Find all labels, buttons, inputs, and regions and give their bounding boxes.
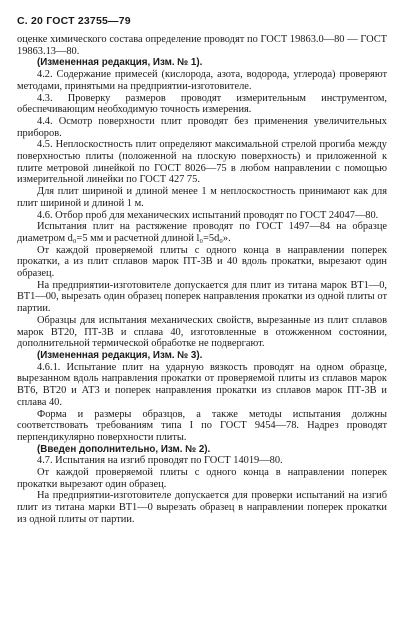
document-paragraph: 4.4. Осмотр поверхности плит проводят без применения увеличительных приборов.: [17, 115, 387, 139]
document-paragraph: Образцы для испытания механических свойств, вырезанные из плит сплавов марок ВТ20, ПТ-3В и сплава 40, изготовленные в отожженном состоянии, дополнительной термической обработке не подвергают.: [17, 314, 387, 350]
amendment-note: (Измененная редакция, Изм. № 1).: [37, 57, 203, 69]
document-paragraph: оценке химического состава определение проводят по ГОСТ 19863.0—80 — ГОСТ 19863.13—80.: [17, 34, 387, 57]
document-paragraph: Испытания плит на растяжение проводят по ГОСТ 1497—84 на образце диаметром d₀=5 мм и расчетной длиной l₀=5d₀».: [17, 221, 387, 244]
document-body: [17, 34, 387, 526]
document-paragraph: 4.6. Отбор проб для механических испытаний проводят по ГОСТ 24047—80.: [37, 209, 379, 221]
document-paragraph: От каждой проверяемой плиты с одного конца в направлении поперек прокатки вырезают один образец.: [17, 467, 387, 490]
document-paragraph: На предприятии-изготовителе допускается для проверки испытаний на изгиб плит из титана марки ВТ1—0 вырезать образец в направлении поперек прокатки из одной плиты от партии.: [17, 490, 387, 525]
document-paragraph: 4.6.1. Испытание плит на ударную вязкость проводят на одном образце, вырезанном вдоль направления прокатки от проверяемой плиты из сплавов марок ВТ6, ВТ20 и АТ3 и поперек направления прокатки из сплавов марок ПТ-3В и сплава 40.: [17, 361, 387, 408]
document-paragraph: От каждой проверяемой плиты с одного конца в направлении поперек прокатки, а из плит сплавов марок ПТ-3В и 40 вдоль прокатки, вырезают один образец.: [17, 244, 387, 280]
document-paragraph: 4.5. Неплоскостность плит определяют максимальной стрелой прогиба между поверхностью плиты (положенной на плоскую поверхность) и приложенной к плите метровой линейкой по ГОСТ 8026—75 в любом направлении с помощью измерительной линейки по ГОСТ 427 75.: [17, 139, 387, 186]
amendment-note: (Введен дополнительно, Изм. № 2).: [37, 443, 211, 455]
document-paragraph: 4.3. Проверку размеров проводят измерительным инструментом, обеспечивающим необходимую точность измерения.: [17, 92, 387, 116]
document-paragraph: 4.7. Испытания на изгиб проводят по ГОСТ 14019—80.: [37, 455, 283, 467]
page-header: С. 20 ГОСТ 23755—79: [17, 15, 131, 27]
document-paragraph: Для плит шириной и длиной менее 1 м неплоскостность принимают как для плит шириной и длиной 1 м.: [17, 186, 387, 209]
document-paragraph: 4.2. Содержание примесей (кислорода, азота, водорода, углерода) проверяют методами, принятыми на предприятии-изготовителе.: [17, 69, 387, 92]
document-paragraph: Форма и размеры образцов, а также методы испытания должны соответствовать требованиям типа I по ГОСТ 9454—78. Надрез проводят перпендикулярно поверхности плиты.: [17, 408, 387, 443]
document-paragraph: На предприятии-изготовителе допускается для плит из титана марок ВТ1—0, ВТ1—00, вырезать один образец поперек направления прокатки из одной плиты от партии.: [17, 279, 387, 315]
amendment-note: (Измененная редакция, Изм. № 3).: [37, 349, 203, 361]
